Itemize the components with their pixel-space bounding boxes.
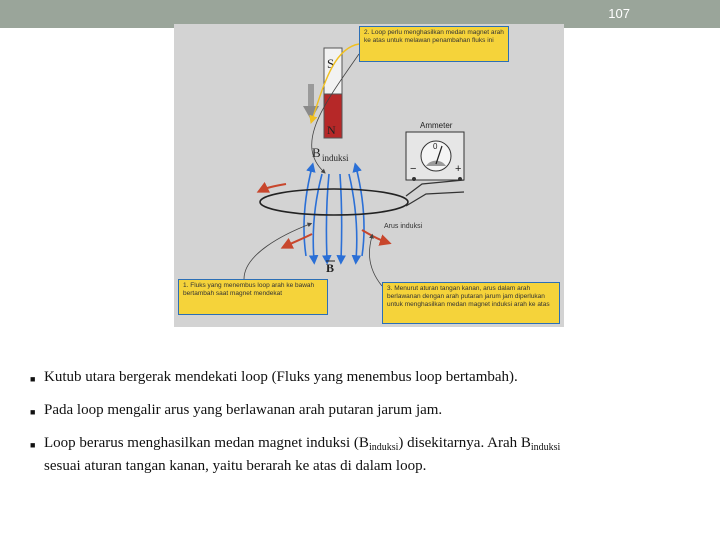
bullet-item — [30, 434, 710, 475]
field-lines — [304, 167, 364, 260]
ammeter-label: Ammeter — [420, 121, 453, 130]
lead-wire — [406, 192, 464, 206]
wire-loop — [260, 189, 408, 215]
bullet-text: Pada loop mengalir arus yang berlawanan arah putaran jarum jam. — [44, 402, 443, 418]
b-induksi-label: B — [312, 145, 321, 160]
bullet-text-c: sesuai aturan tangan kanan, yaitu berarah ke atas di dalam loop. — [44, 458, 427, 474]
callout-3: 3. Menurut aturan tangan kanan, arus dalam arah berlawanan dengan arah putaran jarum jam diperlukan untuk menghasilkan medan magnet induksi arah ke atas — [382, 282, 560, 324]
bullet-text-a: Loop berarus menghasilkan medan magnet induksi (B — [44, 435, 369, 451]
ammeter-minus: − — [410, 163, 417, 175]
ammeter-zero: 0 — [433, 142, 438, 151]
bullet-item — [30, 401, 710, 419]
magnet-south-label: S — [327, 56, 335, 71]
current-arrow-icon — [286, 234, 312, 246]
bullet-subscript: induksi — [530, 442, 561, 453]
callout-2: 2. Loop perlu menghasilkan medan magnet arah ke atas untuk melawan penambahan fluks ini — [359, 26, 509, 62]
current-arrow-icon — [362, 230, 386, 242]
bullet-marker-icon: ■ — [30, 440, 36, 450]
callout-1: 1. Fluks yang menembus loop arah ke bawah bertambah saat magnet mendekat — [178, 279, 328, 315]
bullet-text: Kutub utara bergerak mendekati loop (Fluks yang menembus loop bertambah). — [44, 369, 518, 385]
bullet-text-b: ) disekitarnya. Arah B — [398, 435, 531, 451]
magnet-north-label: N — [327, 123, 336, 137]
ammeter-plus: + — [455, 163, 462, 175]
induction-figure — [174, 24, 564, 327]
b-field-label: B — [326, 261, 335, 275]
bullet-marker-icon: ■ — [30, 407, 36, 417]
current-arrow-icon — [262, 184, 286, 190]
bullet-marker-icon: ■ — [30, 374, 36, 384]
bullet-subscript: induksi — [368, 442, 399, 453]
bullet-list — [30, 368, 710, 490]
callout-connector — [244, 224, 310, 279]
arus-induksi-label: Arus induksi — [384, 223, 423, 230]
motion-arrow-icon — [303, 84, 319, 120]
b-induksi-subscript: induksi — [322, 153, 349, 163]
callout-connector — [369, 236, 382, 286]
page-number: 107 — [608, 6, 630, 21]
bullet-item — [30, 368, 710, 386]
